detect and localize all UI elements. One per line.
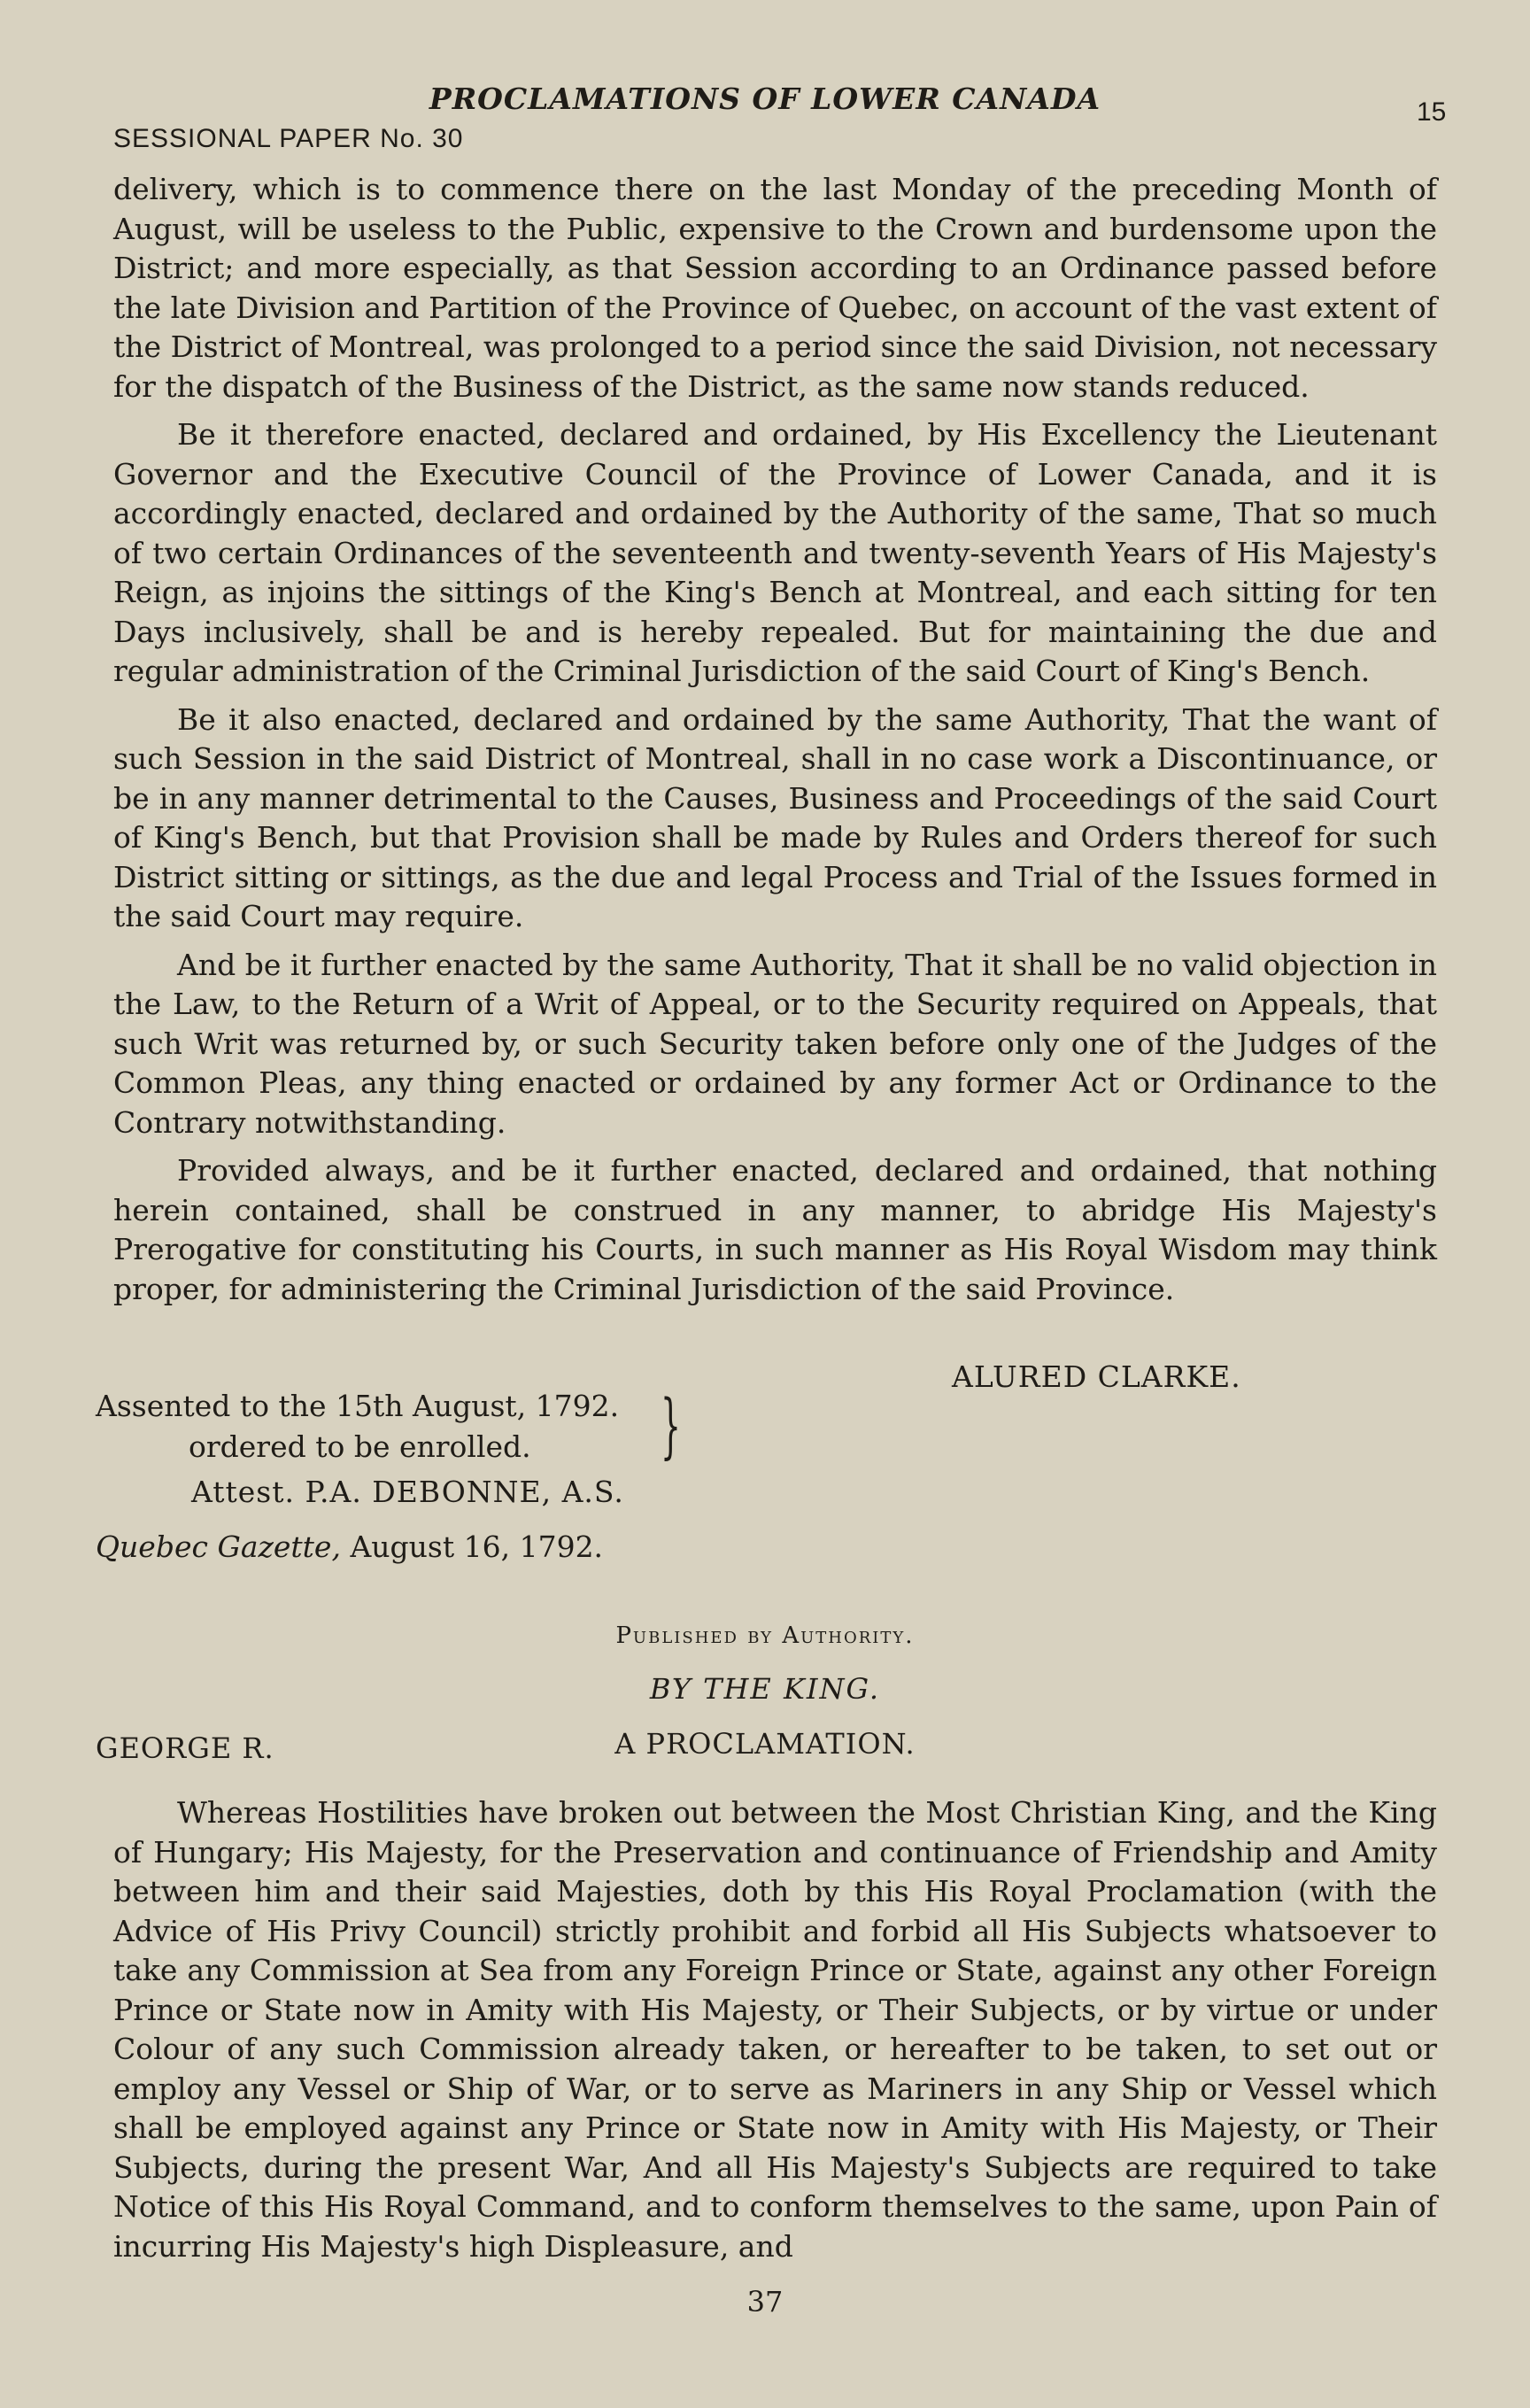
- assent-line-1: Assented to the 15th August, 1792.: [96, 1389, 620, 1423]
- signature: ALURED CLARKE.: [952, 1359, 1241, 1394]
- proclamation-paragraph: Whereas Hostilities have broken out between the Most Christian King, and the King of Hungary; His Majesty, for the Preservation and continuance of Friendship and Amity between him and their said Majesties, doth by this His Royal Proclamation (with the Advice of His Privy Council) strictly prohibit and forbid all His Subjects whatsoever to take any Commission at Sea from any Foreign Prince or State, against any other Foreign Prince or State now in Amity with His Majesty, or Their Subjects, or by virtue or under Colour of any such Commission already taken, or hereafter to be taken, to set out or employ any Vessel or Ship of War, or to serve as Mariners in any Ship or Vessel which shall be employed against any Prince or State now in Amity with His Majesty, or Their Subjects, during the present War, And all His Majesty's Subjects are required to take Notice of this His Royal Command, and to conform themselves to the same, upon Pain of incurring His Majesty's high Displeasure, and: [113, 1795, 1437, 2264]
- paragraph-appeal: And be it further enacted by the same Authority, That it shall be no valid objection in the Law, to the Return of a Writ of Appeal, or to the Security required on Appeals, that such Writ was returned by, or such Security taken before only one of the Judges of the Common Pleas, any thing enacted or ordained by any former Act or Ordinance to the Contrary notwithstanding.: [113, 947, 1437, 1140]
- proclamation-body: [113, 1793, 1437, 2275]
- proclamation-heading: A PROCLAMATION.: [614, 1727, 916, 1761]
- gazette-name: Quebec Gazette,: [96, 1529, 341, 1564]
- gazette-citation: [96, 1529, 603, 1564]
- paragraph-continuation: delivery, which is to commence there on the last Monday of the preceding Month of August, will be useless to the Public, expensive to the Crown and burdensome upon the District; and more especially, as that Session according to an Ordinance passed before the late Division and Partition of the Province of Quebec, on account of the vast extent of the District of Montreal, was prolonged to a period since the said Division, not necessary for the dispatch of the Business of the District, as the same now stands reduced.: [113, 172, 1437, 404]
- page-number: 15: [1417, 97, 1447, 127]
- published-by-authority: Published by Authority.: [615, 1622, 915, 1649]
- paragraph-session: Be it also enacted, declared and ordained by the same Authority, That the want of such Session in the said District of Montreal, shall in no case work a Discontinuance, or be in any manner detrimental to the Causes, Business and Proceedings of the said Court of King's Bench, but that Provision shall be made by Rules and Orders thereof for such District sitting or sittings, as the due and legal Process and Trial of the Issues formed in the said Court may require.: [113, 701, 1437, 933]
- assent-line-2: ordered to be enrolled.: [189, 1429, 531, 1464]
- ordinance-body: [113, 170, 1437, 1318]
- attest-line: Attest. P.A. DEBONNE, A.S.: [191, 1475, 624, 1509]
- gazette-date: August 16, 1792.: [340, 1529, 604, 1564]
- running-title: PROCLAMATIONS OF LOWER CANADA: [429, 81, 1101, 116]
- footer-page-number: 37: [746, 2285, 784, 2319]
- assent-brace: }: [660, 1384, 681, 1467]
- sessional-paper-label: SESSIONAL PAPER No. 30: [113, 124, 464, 153]
- paragraph-enactment: Be it therefore enacted, declared and ordained, by His Excellency the Lieutenant Governor and the Executive Council of the Province of Lower Canada, and it is accordingly enacted, declared and ordained by the Authority of the same, That so much of two certain Ordinances of the seventeenth and twenty-seventh Years of His Majesty's Reign, as injoins the sittings of the King's Bench at Montreal, and each sitting for ten Days inclusively, shall be and is hereby repealed. But for maintaining the due and regular administration of the Criminal Jurisdiction of the said Court of King's Bench.: [113, 417, 1437, 688]
- paragraph-proviso: Provided always, and be it further enacted, declared and ordained, that nothing herein contained, shall be construed in any manner, to abridge His Majesty's Prerogative for constituting his Courts, in such manner as His Royal Wisdom may think proper, for administering the Criminal Jurisdiction of the said Province.: [113, 1153, 1437, 1306]
- assent-block: [96, 1386, 619, 1467]
- by-the-king-heading: BY THE KING.: [649, 1672, 881, 1706]
- royal-signature: GEORGE R.: [96, 1731, 274, 1765]
